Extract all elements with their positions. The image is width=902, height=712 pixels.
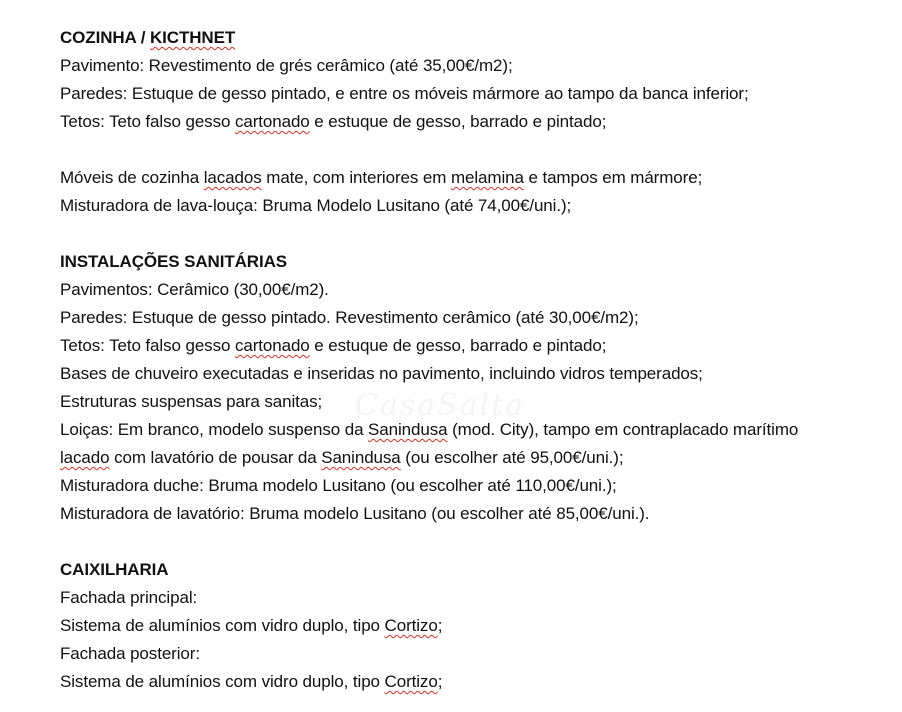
section-heading-cozinha: COZINHA / KICTHNET <box>60 28 236 47</box>
text-line: lacado com lavatório de pousar da Sanindusa (ou escolher até 95,00€/uni.); <box>60 448 624 467</box>
text-line: Misturadora duche: Bruma modelo Lusitano (ou escolher até 110,00€/uni.); <box>60 476 617 495</box>
blank-line <box>60 220 890 248</box>
text-line: Pavimentos: Cerâmico (30,00€/m2). <box>60 280 329 299</box>
text-line: Móveis de cozinha lacados mate, com interiores em melamina e tampos em mármore; <box>60 168 703 187</box>
text-line: Fachada principal: <box>60 588 198 607</box>
text-line: Pavimento: Revestimento de grés cerâmico (até 35,00€/m2); <box>60 56 513 75</box>
text-line: Fachada posterior: <box>60 644 200 663</box>
text-line: Estruturas suspensas para sanitas; <box>60 392 323 411</box>
watermark-logo: CasaSalta <box>355 388 526 423</box>
text-line: Sistema de alumínios com vidro duplo, tipo Cortizo; <box>60 616 443 635</box>
text-line: Tetos: Teto falso gesso cartonado e estuque de gesso, barrado e pintado; <box>60 112 607 131</box>
text-line: Sistema de alumínios com vidro duplo, tipo Cortizo; <box>60 672 443 691</box>
document-body <box>60 24 890 696</box>
blank-line <box>60 136 890 164</box>
section-heading-caixilharia: CAIXILHARIA <box>60 560 169 579</box>
text-line: Paredes: Estuque de gesso pintado, e entre os móveis mármore ao tampo da banca inferior; <box>60 84 749 103</box>
text-line: Bases de chuveiro executadas e inseridas no pavimento, incluindo vidros temperados; <box>60 364 703 383</box>
text-line: Loiças: Em branco, modelo suspenso da Sanindusa (mod. City), tampo em contraplacado marítimo <box>60 420 799 439</box>
text-line: Paredes: Estuque de gesso pintado. Revestimento cerâmico (até 30,00€/m2); <box>60 308 639 327</box>
section-heading-instalacoes-sanitarias: INSTALAÇÕES SANITÁRIAS <box>60 252 287 271</box>
text-line: Tetos: Teto falso gesso cartonado e estuque de gesso, barrado e pintado; <box>60 336 607 355</box>
text-line: Misturadora de lavatório: Bruma modelo Lusitano (ou escolher até 85,00€/uni.). <box>60 504 650 523</box>
blank-line <box>60 528 890 556</box>
text-line: Misturadora de lava-louça: Bruma Modelo Lusitano (até 74,00€/uni.); <box>60 196 572 215</box>
